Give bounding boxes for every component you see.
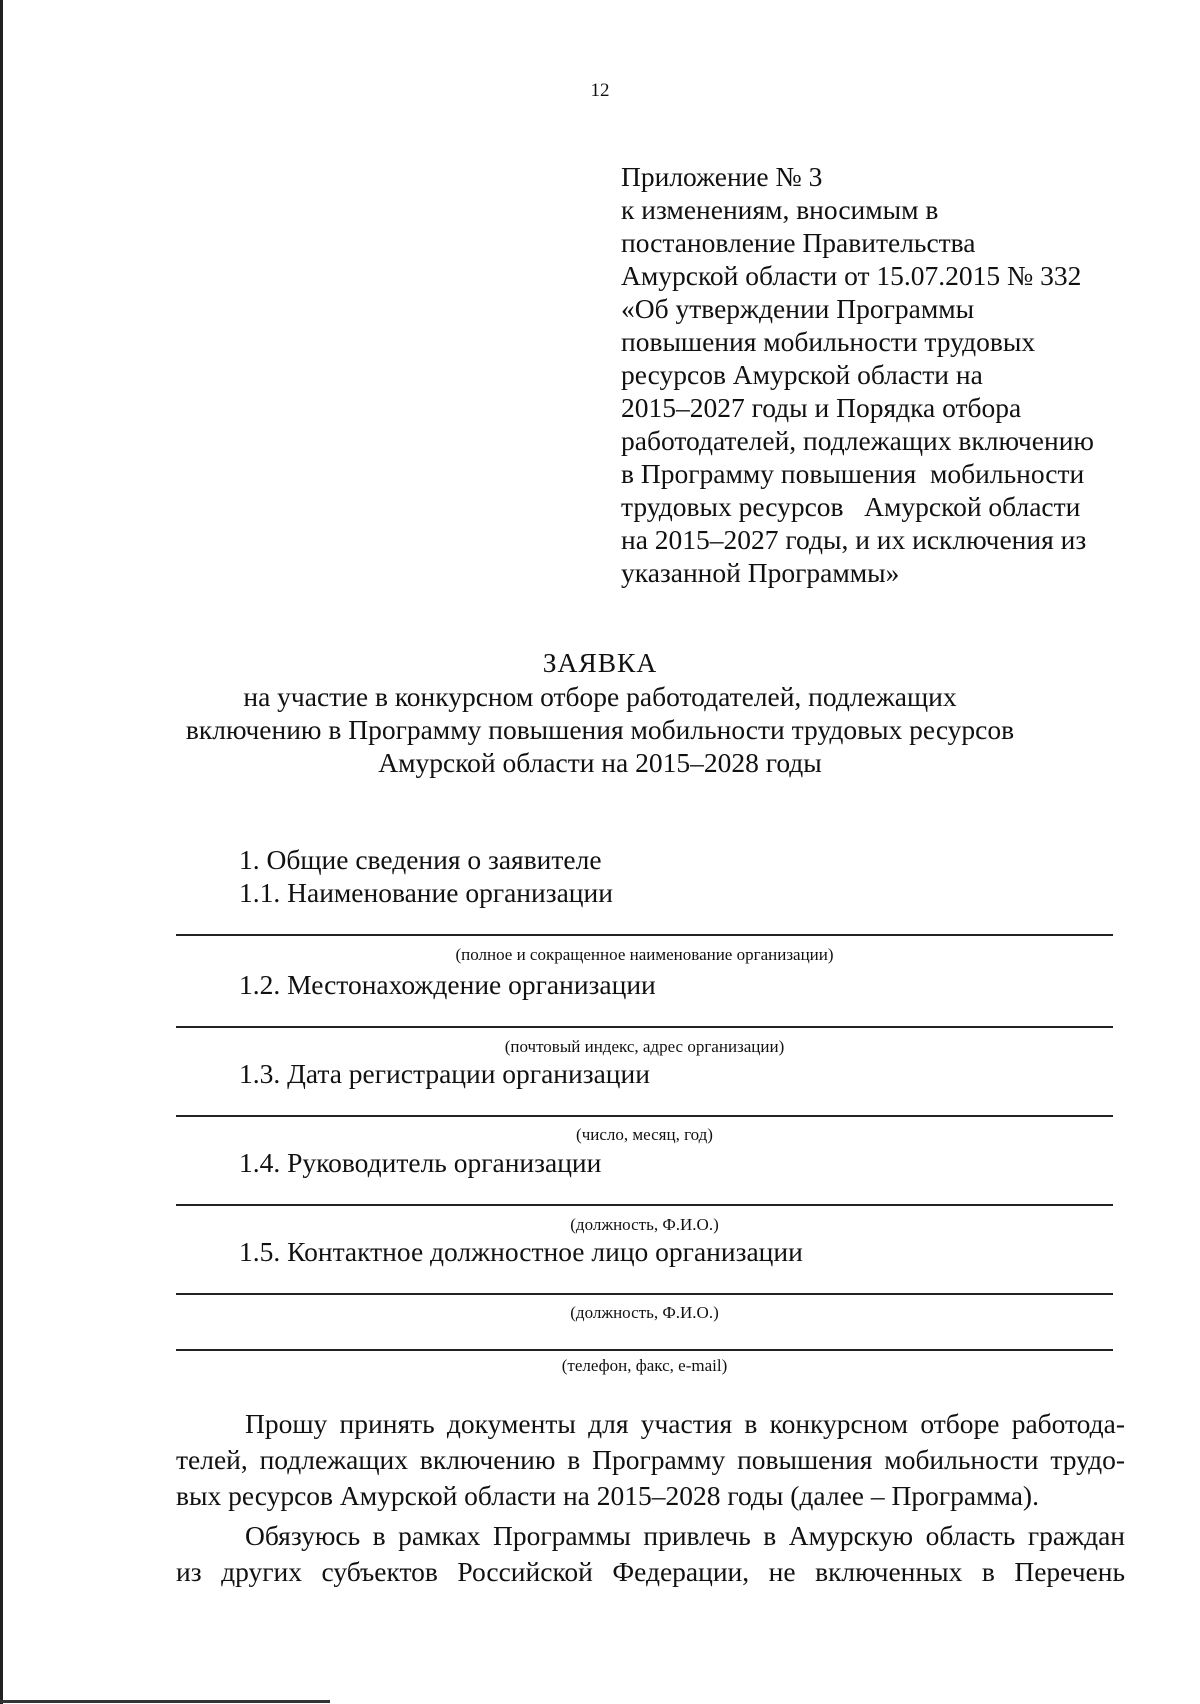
appendix-note	[621, 160, 1121, 589]
field-label-organization-name: 1.1. Наименование организации	[239, 877, 613, 908]
field-hint: (число, месяц, год)	[576, 1125, 713, 1144]
appendix-line: в Программу повышения мобильности	[621, 458, 1085, 489]
appendix-line: ресурсов Амурской области на	[621, 359, 983, 390]
contact-details-field[interactable]	[176, 1349, 1113, 1351]
appendix-line: Приложение № 3	[621, 161, 823, 192]
document-subtitle-line: Амурской области на 2015–2028 годы	[378, 747, 822, 778]
field-hint: (полное и сокращенное наименование организации)	[455, 945, 834, 964]
paragraph-line: вых ресурсов Амурской области на 2015–2028 годы (далее – Программа).	[176, 1480, 1039, 1511]
organization-location-field[interactable]	[176, 1026, 1113, 1028]
document-subtitle-line: включению в Программу повышения мобильности трудовых ресурсов	[185, 714, 1015, 745]
field-label-organization-location: 1.2. Местонахождение организации	[239, 969, 656, 1000]
appendix-line: 2015–2027 годы и Порядка отбора	[621, 392, 1022, 423]
paragraph-line: из других субъектов Российской Федерации, не включенных в Перечень	[176, 1556, 1125, 1587]
appendix-line: Амурской области от 15.07.2015 № 332	[621, 260, 1082, 291]
field-label-contact-person: 1.5. Контактное должностное лицо организации	[239, 1236, 803, 1267]
paragraph-line: Прошу принять документы для участия в конкурсном отборе работода-	[245, 1408, 1125, 1439]
document-subtitle-line: на участие в конкурсном отборе работодателей, подлежащих	[243, 681, 957, 712]
section-title: 1. Общие сведения о заявителе	[239, 844, 602, 875]
scan-left-edge	[0, 0, 3, 1704]
page-number: 12	[590, 80, 610, 101]
appendix-line: указанной Программы»	[621, 557, 900, 588]
field-hint: (должность, Ф.И.О.)	[570, 1303, 719, 1322]
field-hint: (телефон, факс, e-mail)	[561, 1356, 728, 1375]
application-heading	[120, 646, 1080, 779]
appendix-line: на 2015–2027 годы, и их исключения из	[621, 524, 1087, 555]
head-of-organization-field[interactable]	[176, 1204, 1113, 1206]
organization-name-field[interactable]	[176, 934, 1113, 936]
contact-person-field[interactable]	[176, 1293, 1113, 1295]
appendix-line: работодателей, подлежащих включению	[621, 425, 1094, 456]
paragraph-line: телей, подлежащих включению в Программу повышения мобильности трудо-	[176, 1444, 1125, 1475]
appendix-line: постановление Правительства	[621, 227, 976, 258]
appendix-line: повышения мобильности трудовых	[621, 326, 1036, 357]
registration-date-field[interactable]	[176, 1115, 1113, 1117]
field-label-head-of-organization: 1.4. Руководитель организации	[239, 1147, 602, 1178]
appendix-line: «Об утверждении Программы	[621, 293, 975, 324]
document-title: ЗАЯВКА	[542, 647, 658, 678]
scan-bottom-mark	[0, 1700, 330, 1703]
appendix-line: трудовых ресурсов Амурской области	[621, 491, 1081, 522]
appendix-line: к изменениям, вносимым в	[621, 194, 939, 225]
field-hint: (должность, Ф.И.О.)	[570, 1215, 719, 1234]
field-hint: (почтовый индекс, адрес организации)	[504, 1037, 785, 1056]
field-label-registration-date: 1.3. Дата регистрации организации	[239, 1058, 650, 1089]
paragraph-line: Обязуюсь в рамках Программы привлечь в Амурскую область граждан	[245, 1520, 1125, 1551]
